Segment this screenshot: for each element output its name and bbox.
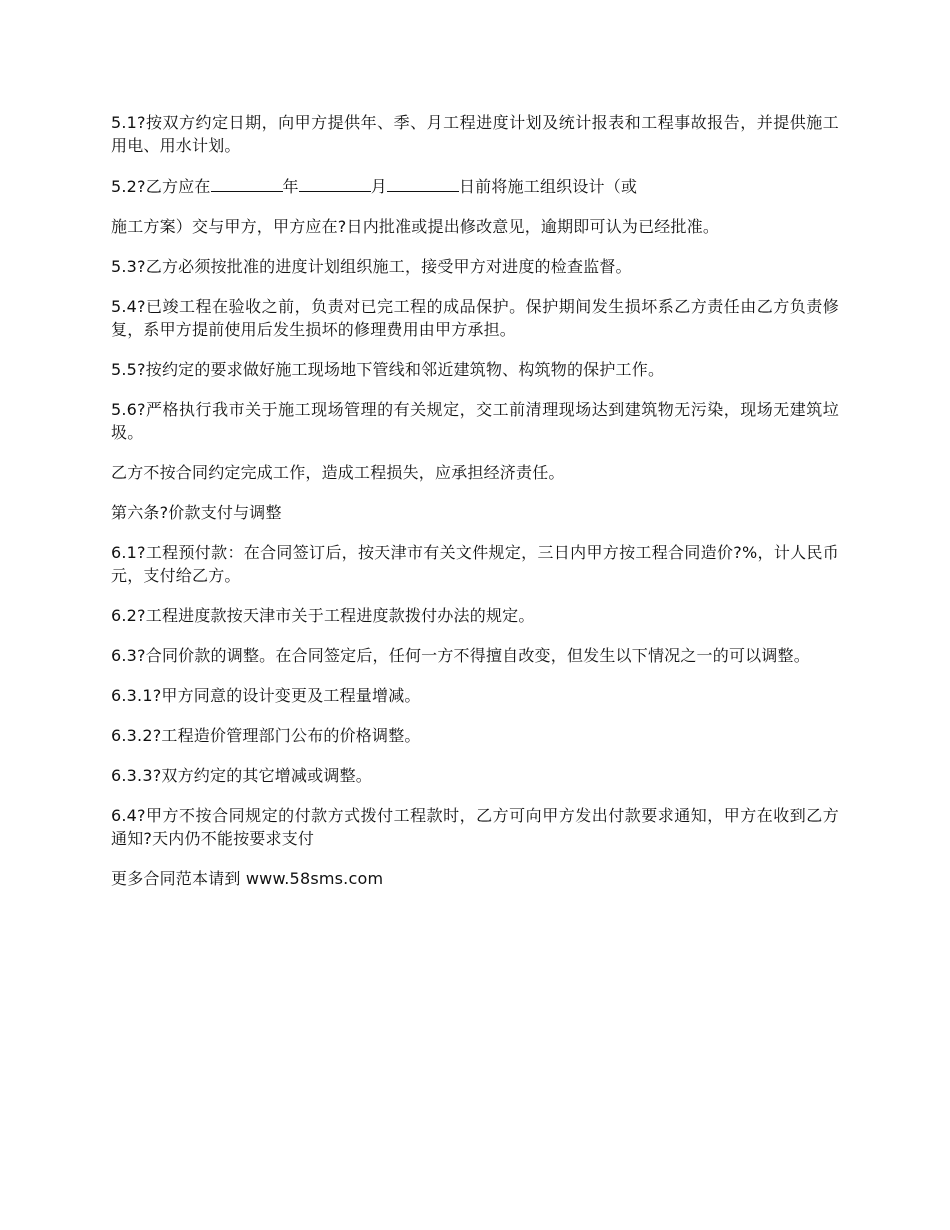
clause-5-3: 5.3?乙方必须按批准的进度计划组织施工，接受甲方对进度的检查监督。 [111,257,632,276]
clause-6-1: 6.1?工程预付款：在合同签订后，按天津市有关文件规定，三日内甲方按工程合同造价?%，计人民币元，支付给乙方。 [111,543,839,585]
clause-5-5: 5.5?按约定的要求做好施工现场地下管线和邻近建筑物、构筑物的保护工作。 [111,360,665,379]
clause-5-2-part-3: 月 [370,177,387,196]
month-blank [299,174,371,192]
clause-6-3-2: 6.3.2?工程造价管理部门公布的价格调整。 [111,726,421,745]
responsibility-note: 乙方不按合同约定完成工作，造成工程损失，应承担经济责任。 [111,463,565,482]
clause-6-2: 6.2?工程进度款按天津市关于工程进度款拨付办法的规定。 [111,606,535,625]
clause-6-4: 6.4?甲方不按合同规定的付款方式拨付工程款时，乙方可向甲方发出付款要求通知，甲方在收到乙方通知?天内仍不能按要求支付 [111,806,839,848]
day-blank [387,174,459,192]
clause-6-3-3: 6.3.3?双方约定的其它增减或调整。 [111,766,373,785]
clause-6-3: 6.3?合同价款的调整。在合同签定后，任何一方不得擅自改变，但发生以下情况之一的可以调整。 [111,646,810,665]
more-templates-link[interactable]: 更多合同范本请到 www.58sms.com [111,869,384,888]
clause-6-3-1: 6.3.1?甲方同意的设计变更及工程量增减。 [111,686,421,705]
article-6-heading: 第六条?价款支付与调整 [111,503,282,522]
document-body [111,111,839,907]
clause-5-2-continued: 施工方案）交与甲方，甲方应在?日内批准或提出修改意见，逾期即可认为已经批准。 [111,217,720,236]
clause-5-2-part-2: 年 [282,177,299,196]
clause-5-4: 5.4?已竣工程在验收之前，负责对已完工程的成品保护。保护期间发生损坏系乙方责任由乙方负责修复，系甲方提前使用后发生损坏的修理费用由甲方承担。 [111,297,839,339]
clause-5-2-part-1: 5.2?乙方应在 [111,177,211,196]
clause-5-2 [111,174,839,198]
year-blank [211,174,283,192]
clause-5-6: 5.6?严格执行我市关于施工现场管理的有关规定，交工前清理现场达到建筑物无污染，现场无建筑垃圾。 [111,400,839,442]
clause-5-1: 5.1?按双方约定日期，向甲方提供年、季、月工程进度计划及统计报表和工程事故报告，并提供施工用电、用水计划。 [111,113,839,155]
clause-5-2-part-4: 日前将施工组织设计（或 [458,177,638,196]
